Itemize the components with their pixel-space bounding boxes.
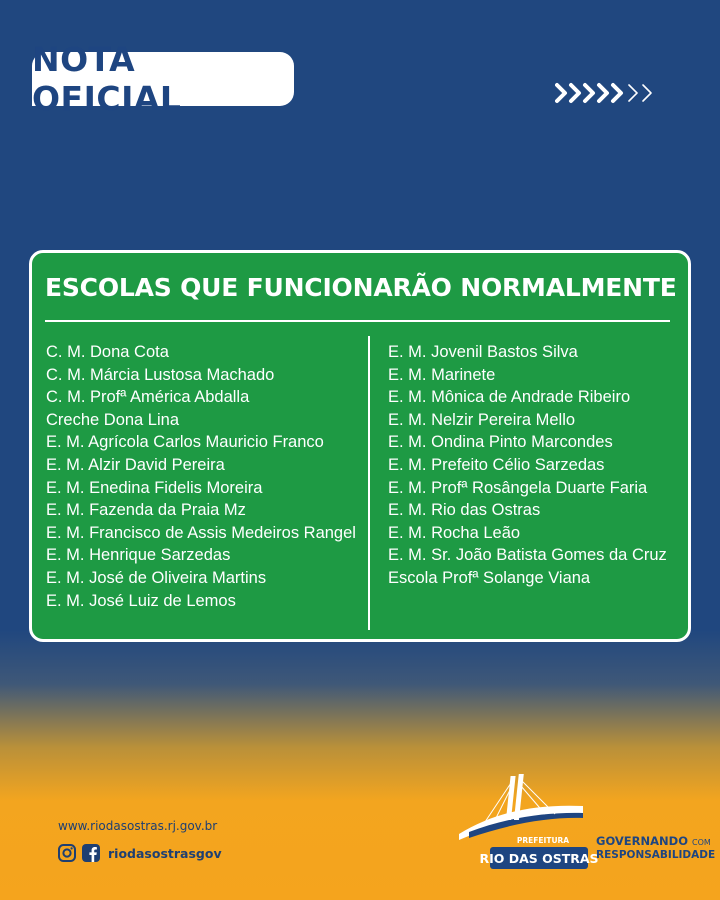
school-item: E. M. Ondina Pinto Marcondes	[388, 433, 613, 452]
school-item: E. M. José Luiz de Lemos	[46, 591, 236, 610]
schools-list-left	[46, 341, 366, 612]
slogan-word-1: GOVERNANDO	[596, 834, 688, 848]
school-item: E. M. Rio das Ostras	[388, 501, 541, 520]
school-item: E. M. José de Oliveira Martins	[46, 568, 267, 587]
logo-name-plate	[479, 847, 599, 869]
school-item: E. M. Jovenil Bastos Silva	[388, 343, 578, 361]
school-item: E. M. Enedina Fidelis Moreira	[46, 478, 263, 497]
school-item: E. M. Mônica de Andrade Ribeiro	[388, 388, 631, 407]
panel-title: ESCOLAS QUE FUNCIONARÃO NORMALMENTE	[45, 273, 677, 302]
schools-panel	[29, 250, 691, 642]
instagram-icon[interactable]	[58, 844, 76, 862]
school-item: E. M. Francisco de Assis Medeiros Rangel	[46, 523, 356, 542]
school-item: Creche Dona Lina	[46, 410, 179, 429]
social-handle: riodasostrasgov	[108, 845, 222, 861]
social-handle-row	[58, 844, 222, 862]
logo-prefeitura: PREFEITURA	[516, 836, 570, 845]
school-item: E. M. Alzir David Pereira	[46, 455, 225, 474]
facebook-icon[interactable]	[82, 844, 100, 862]
slogan-line1	[596, 834, 711, 848]
school-item: E. M. Nelzir Pereira Mello	[388, 410, 576, 429]
school-item: E. M. Rocha Leão	[388, 523, 521, 542]
website-link[interactable]: www.riodasostras.rj.gov.br	[58, 819, 218, 833]
nota-oficial-badge	[32, 40, 294, 118]
school-item: E. M. Agrícola Carlos Mauricio Franco	[46, 433, 324, 452]
school-item: E. M. Sr. João Batista Gomes da Cruz	[388, 546, 667, 565]
slogan	[596, 834, 716, 861]
slogan-word-small: COM	[692, 838, 711, 847]
school-item: C. M. Profª América Abdalla	[46, 388, 250, 407]
chevrons-right-icon	[555, 82, 665, 104]
badge-label: NOTA OFICIAL	[32, 40, 182, 118]
school-item: E. M. Profª Rosângela Duarte Faria	[388, 478, 648, 497]
schools-list-right	[388, 341, 678, 590]
title-divider	[45, 320, 670, 322]
column-divider	[368, 336, 370, 630]
school-item: C. M. Dona Cota	[46, 343, 169, 361]
slogan-line2: RESPONSABILIDADE	[596, 849, 716, 861]
logo-name: RIO DAS OSTRAS	[479, 850, 599, 866]
school-item: E. M. Marinete	[388, 365, 496, 384]
school-item: E. M. Henrique Sarzedas	[46, 546, 231, 565]
school-item: Escola Profª Solange Viana	[388, 568, 591, 587]
school-item: E. M. Fazenda da Praia Mz	[46, 501, 246, 520]
school-item: E. M. Prefeito Célio Sarzedas	[388, 455, 605, 474]
school-item: C. M. Márcia Lustosa Machado	[46, 365, 275, 384]
